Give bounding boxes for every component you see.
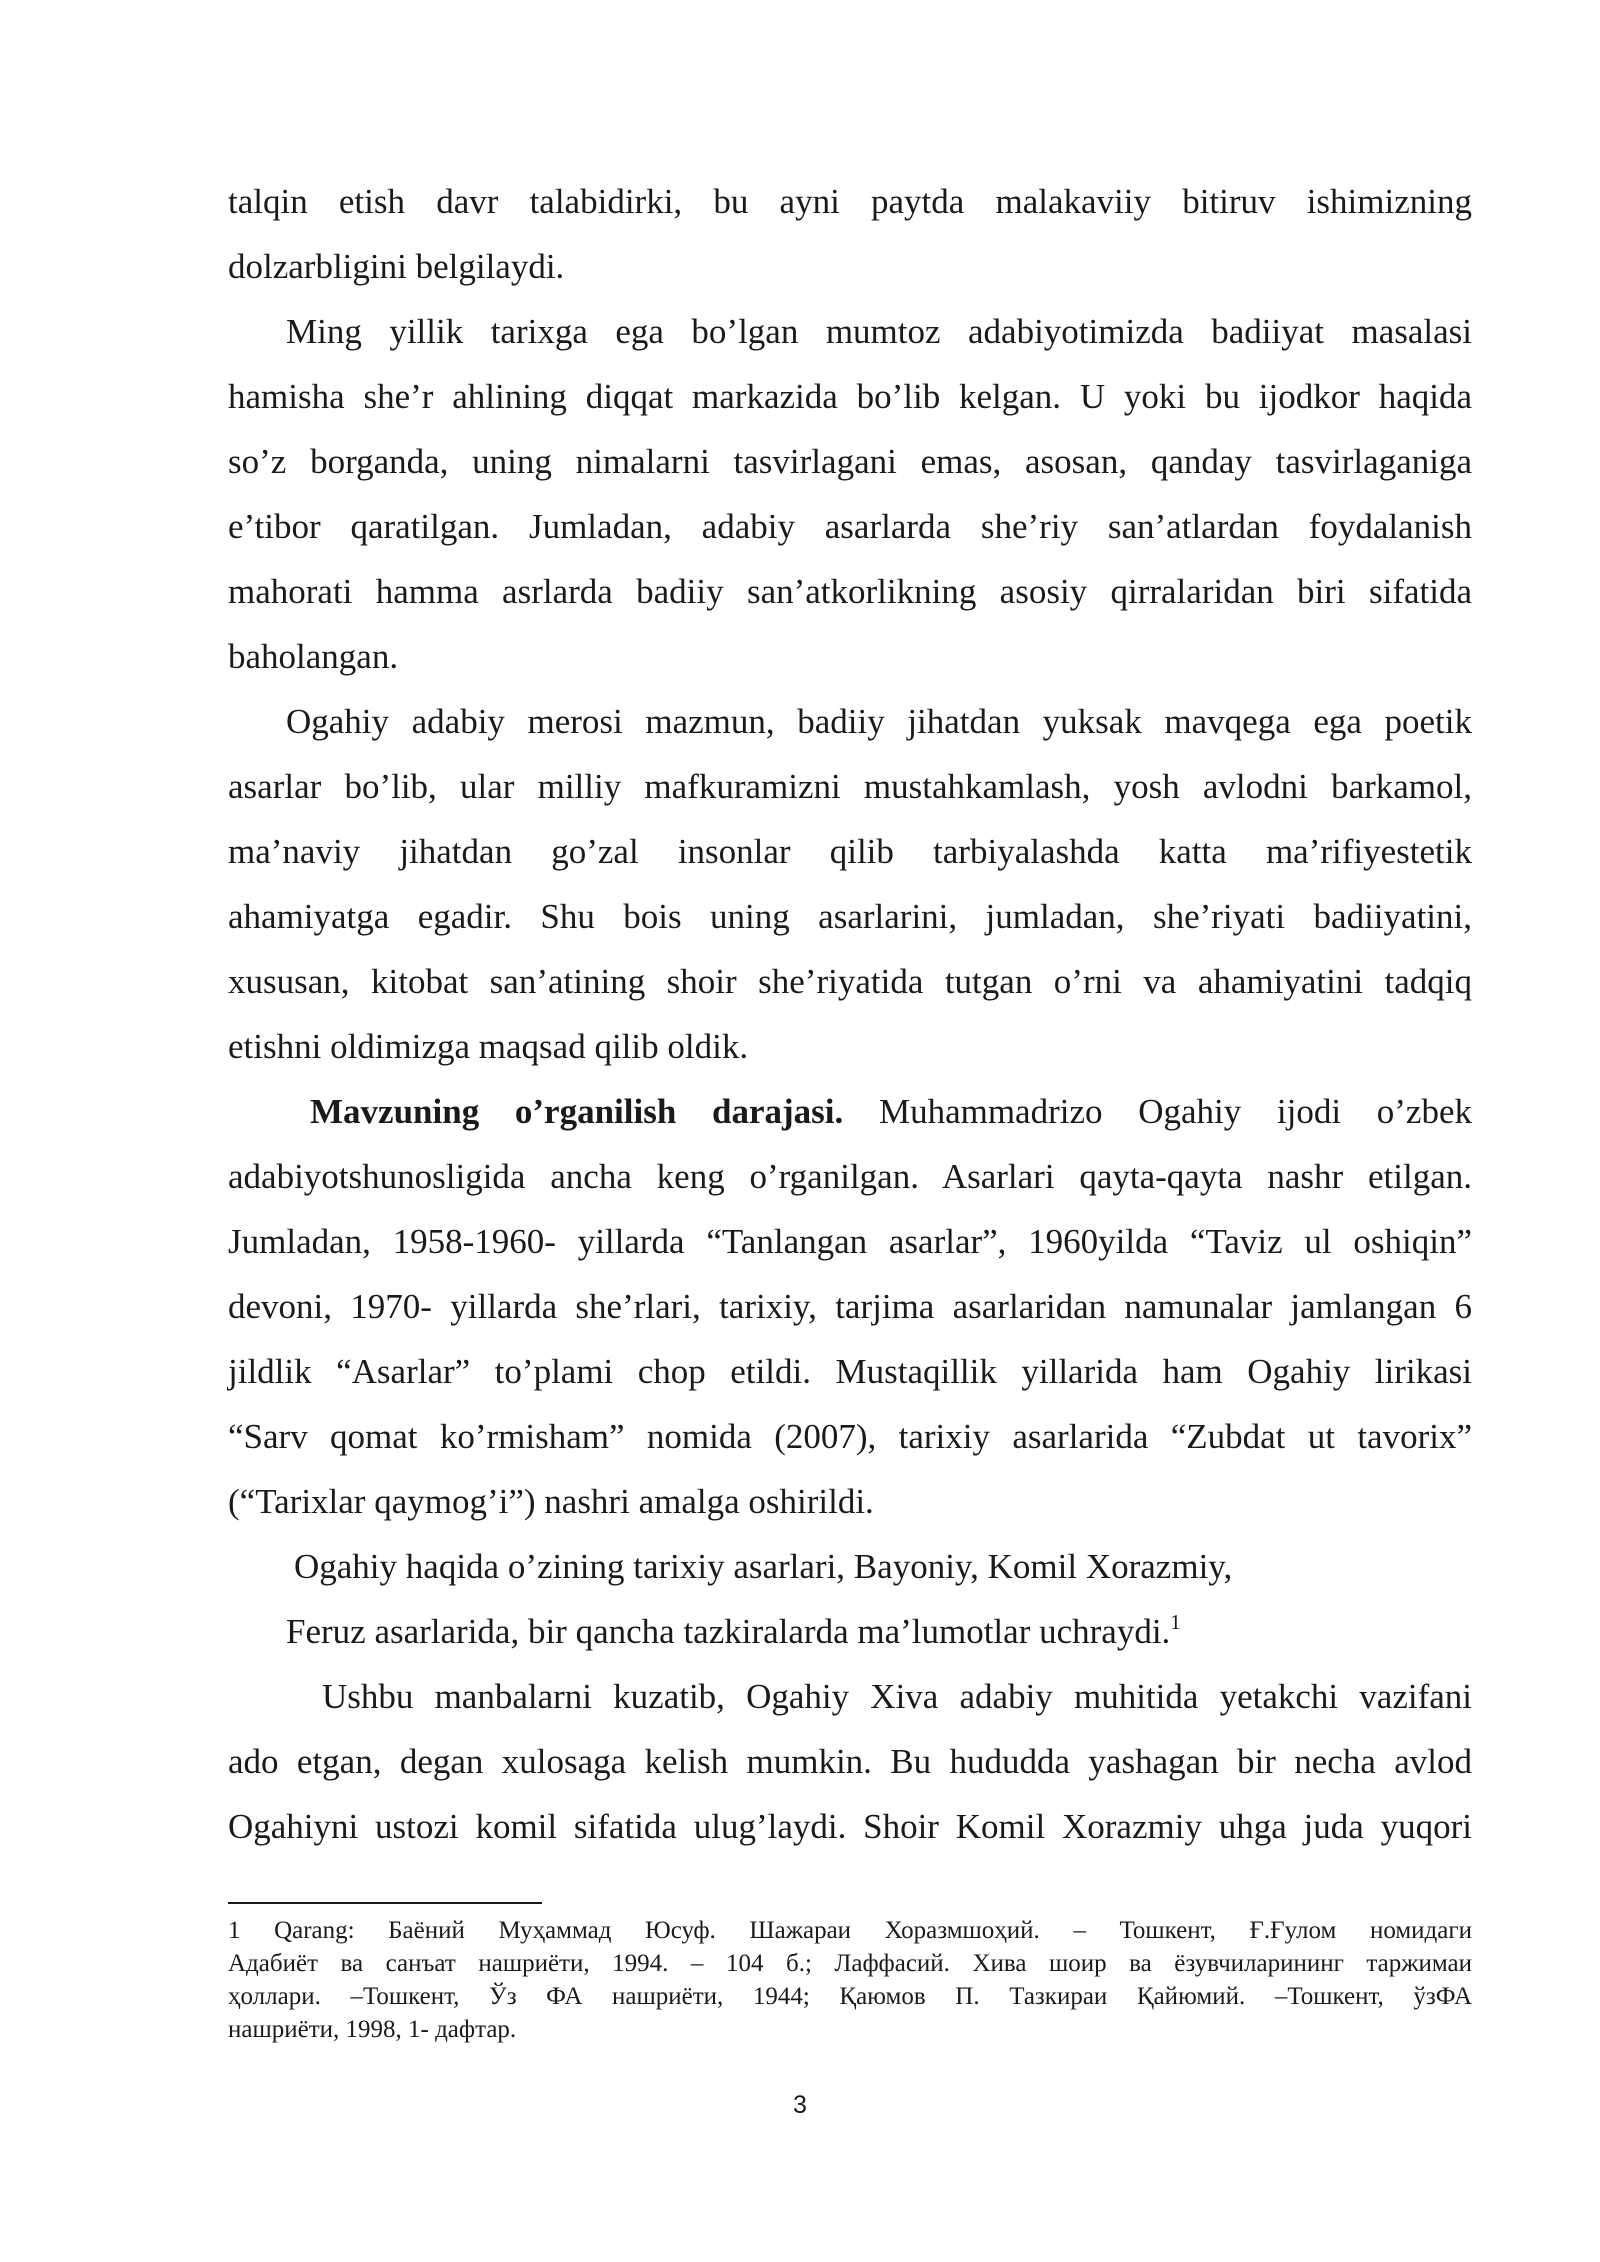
footnote-line-2: Адабиёт ва санъат нашриёти, 1994. – 104 б.; Лаффасий. Хива шоир ва ёзувчиларининг таржимаи — [228, 1950, 1472, 1977]
paragraph-4-line-5: jildlik “Asarlar” to’plami chop etildi. Mustaqillik yillarida ham Ogahiy lirikasi — [228, 1352, 1472, 1391]
paragraph-2-line-4: e’tibor qaratilgan. Jumladan, adabiy asarlarda she’riy san’atlardan foydalanish — [228, 507, 1472, 546]
paragraph-5-line-1: Ogahiy haqida o’zining tarixiy asarlari, Bayoniy, Komil Xorazmiy, — [294, 1547, 1233, 1586]
page-number: 3 — [793, 2091, 807, 2119]
paragraph-2-line-3: so’z borganda, uning nimalarni tasvirlagani emas, asosan, qanday tasvirlaganiga — [228, 442, 1472, 481]
paragraph-6-line-3: Ogahiyni ustozi komil sifatida ulug’laydi. Shoir Komil Xorazmiy uhga juda yuqori — [228, 1807, 1472, 1846]
paragraph-4-line-6: “Sarv qomat ko’rmisham” nomida (2007), tarixiy asarlarida “Zubdat ut tavorix” — [228, 1417, 1472, 1456]
paragraph-4-line-1-text: Muhammadrizo Ogahiy ijodi o’zbek — [843, 1092, 1473, 1131]
paragraph-5-line-2-text: Feruz asarlarida, bir qancha tazkiralarda ma’lumotlar uchraydi. — [286, 1612, 1171, 1651]
section-heading: Mavzuning o’rganilish darajasi. — [310, 1092, 844, 1131]
paragraph-6-line-1: Ushbu manbalarni kuzatib, Ogahiy Xiva adabiy muhitida yetakchi vazifani — [322, 1677, 1472, 1716]
paragraph-3-line-6: etishni oldimizga maqsad qilib oldik. — [228, 1027, 749, 1066]
paragraph-4-line-1 — [310, 1079, 1472, 1144]
paragraph-3-line-3: ma’naviy jihatdan go’zal insonlar qilib tarbiyalashda katta ma’rifiyestetik — [228, 832, 1472, 871]
paragraph-2-line-2: hamisha she’r ahlining diqqat markazida bo’lib kelgan. U yoki bu ijodkor haqida — [228, 377, 1472, 416]
footnote-reference[interactable]: 1 — [1170, 1610, 1181, 1634]
paragraph-2-line-5: mahorati hamma asrlarda badiiy san’atkorlikning asosiy qirralaridan biri sifatida — [228, 572, 1472, 611]
paragraph-6-line-2: ado etgan, degan xulosaga kelish mumkin. Bu hududda yashagan bir necha avlod — [228, 1742, 1472, 1781]
paragraph-4-line-7: (“Tarixlar qaymog’i”) nashri amalga oshirildi. — [228, 1482, 874, 1521]
footnote-line-3: ҳоллари. –Тошкент, Ўз ФА нашриёти, 1944; Қаюмов П. Тазкираи Қайюмий. –Тошкент, ўзФА — [228, 1983, 1472, 2010]
paragraph-1-line-2: dolzarbligini belgilaydi. — [228, 247, 565, 286]
paragraph-5-line-2 — [286, 1599, 1472, 1664]
paragraph-4-line-2: adabiyotshunosligida ancha keng o’rganilgan. Asarlari qayta-qayta nashr etilgan. — [228, 1157, 1472, 1196]
footnote-line-4: нашриёти, 1998, 1- дафтар. — [228, 2016, 517, 2043]
paragraph-3-line-4: ahamiyatga egadir. Shu bois uning asarlarini, jumladan, she’riyati badiiyatini, — [228, 897, 1472, 936]
paragraph-4-line-3: Jumladan, 1958-1960- yillarda “Tanlangan asarlar”, 1960yilda “Taviz ul oshiqin” — [228, 1222, 1472, 1261]
paragraph-1-line-1: talqin etish davr talabidirki, bu ayni paytda malakaviiy bitiruv ishimizning — [228, 182, 1472, 221]
paragraph-3-line-5: xususan, kitobat san’atining shoir she’riyatida tutgan o’rni va ahamiyatini tadqiq — [228, 962, 1472, 1001]
paragraph-3-line-1: Ogahiy adabiy merosi mazmun, badiiy jihatdan yuksak mavqega ega poetik — [286, 702, 1472, 741]
paragraph-3-line-2: asarlar bo’lib, ular milliy mafkuramizni mustahkamlash, yosh avlodni barkamol, — [228, 767, 1472, 806]
paragraph-2-line-1: Ming yillik tarixga ega bo’lgan mumtoz adabiyotimizda badiiyat masalasi — [286, 312, 1472, 351]
footnote-line-1: 1 Qarang: Баёний Муҳаммад Юсуф. Шажараи Хоразмшоҳий. – Тошкент, Ғ.Ғулом номидаги — [228, 1917, 1472, 1944]
paragraph-4-line-4: devoni, 1970- yillarda she’rlari, tarixiy, tarjima asarlaridan namunalar jamlangan 6 — [228, 1287, 1472, 1326]
paragraph-2-line-6: baholangan. — [228, 637, 399, 676]
footnote-separator — [228, 1902, 542, 1904]
